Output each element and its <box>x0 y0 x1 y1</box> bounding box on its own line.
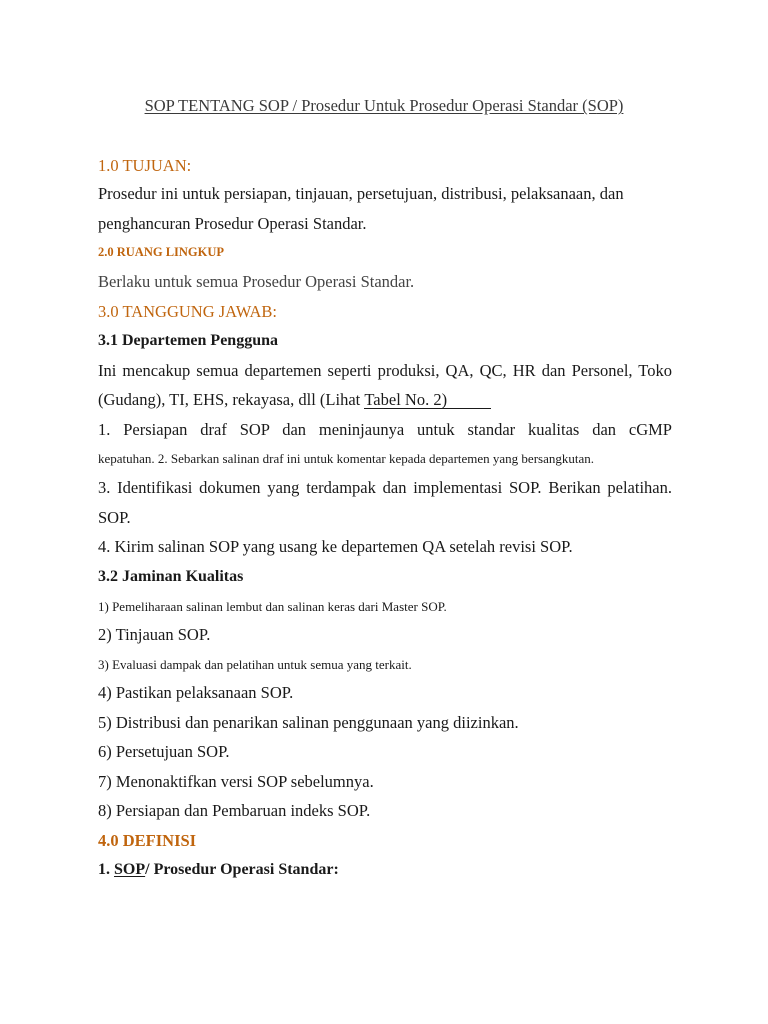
section-3-1-text-line-1: Ini mencakup semua departemen seperti produksi, QA, QC, HR dan Personel, Toko <box>98 361 672 380</box>
section-3-1-text-line-2-pre: (Gudang), TI, EHS, rekayasa, dll (Lihat <box>98 390 365 409</box>
section-3-2-item: 1) Pemeliharaan salinan lembut dan salinan keras dari Master SOP. <box>98 599 447 614</box>
section-3-2-item: 4) Pastikan pelaksanaan SOP. <box>98 683 294 702</box>
section-4-1-definition-heading <box>98 860 672 880</box>
section-4-heading: 4.0 DEFINISI <box>98 831 197 850</box>
section-4-1-term: SOP <box>114 861 146 878</box>
section-4-1-rest: / Prosedur Operasi Standar: <box>145 861 339 878</box>
document-title-tail: OP) <box>596 96 624 115</box>
section-2-heading: 2.0 RUANG LINGKUP <box>98 245 225 259</box>
section-2-text: Berlaku untuk semua Prosedur Operasi Standar. <box>98 272 415 291</box>
section-3-1-item-3-line-2: SOP. <box>98 508 131 527</box>
section-3-2-item: 6) Persetujuan SOP. <box>98 742 230 761</box>
section-3-1-heading: 3.1 Departemen Pengguna <box>98 332 278 349</box>
section-3-2-item: 2) Tinjauan SOP. <box>98 625 211 644</box>
section-1-text-line-2: penghancuran Prosedur Operasi Standar. <box>98 214 367 233</box>
section-3-2-item: 3) Evaluasi dampak dan pelatihan untuk semua yang terkait. <box>98 657 412 672</box>
section-3-1-item-1-line-1: 1. Persiapan draf SOP dan meninjaunya untuk standar kualitas dan cGMP <box>98 420 672 439</box>
section-3-1-text-line-2 <box>98 390 672 410</box>
section-3-heading: 3.0 TANGGUNG JAWAB: <box>98 302 278 321</box>
section-4-1-prefix: 1. <box>98 861 114 878</box>
section-3-2-item: 5) Distribusi dan penarikan salinan penggunaan yang diizinkan. <box>98 713 519 732</box>
table-reference-link[interactable]: Tabel No. 2) <box>364 391 491 409</box>
section-1-heading: 1.0 TUJUAN: <box>98 156 192 175</box>
document-title-main: SOP TENTANG SOP / Prosedur Untuk Prosedur Operasi Standar (S <box>144 96 597 115</box>
section-3-1-item-4: 4. Kirim salinan SOP yang usang ke departemen QA setelah revisi SOP. <box>98 537 573 556</box>
section-3-1-item-3-line-1: 3. Identifikasi dokumen yang terdampak dan implementasi SOP. Berikan pelatihan. <box>98 478 672 497</box>
section-1-text-line-1: Prosedur ini untuk persiapan, tinjauan, persetujuan, distribusi, pelaksanaan, dan <box>98 184 624 203</box>
section-3-1-item-1-line-2: kepatuhan. 2. Sebarkan salinan draf ini untuk komentar kepada departemen yang bersangkutan. <box>98 451 594 466</box>
section-3-2-item: 8) Persiapan dan Pembaruan indeks SOP. <box>98 801 371 820</box>
section-3-2-heading: 3.2 Jaminan Kualitas <box>98 568 244 585</box>
section-3-2-item: 7) Menonaktifkan versi SOP sebelumnya. <box>98 772 374 791</box>
document-title <box>0 96 768 116</box>
